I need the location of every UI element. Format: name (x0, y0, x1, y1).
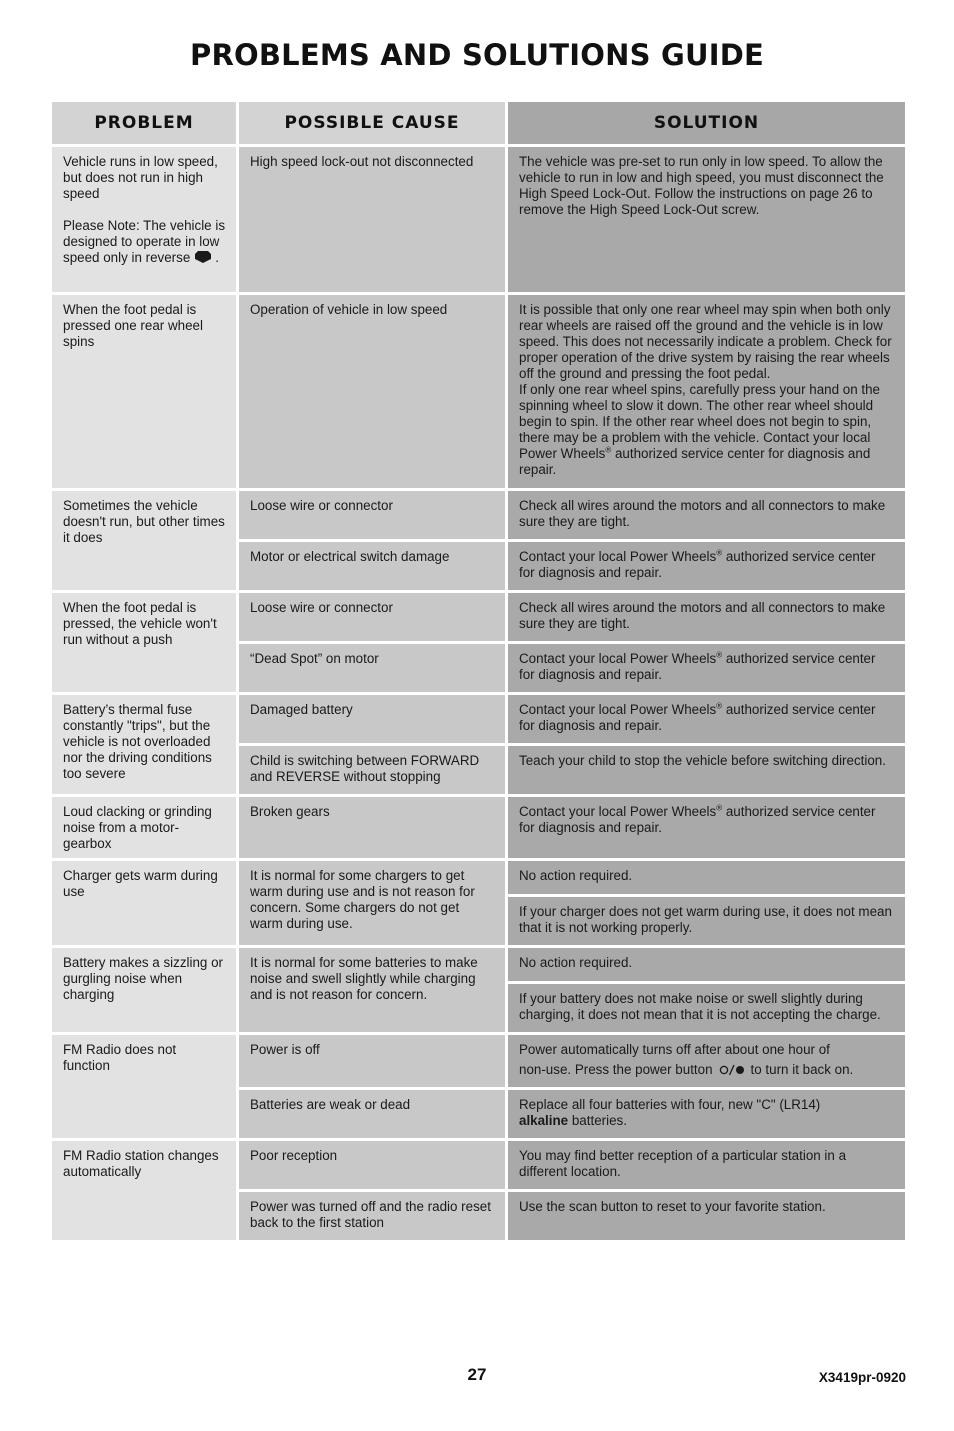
table-row (52, 861, 905, 894)
cause-cell: High speed lock-out not disconnected (239, 147, 505, 292)
document-code: X3419pr-0920 (818, 1370, 906, 1385)
cause-cell: Poor reception (239, 1141, 505, 1189)
table-row (52, 295, 905, 488)
cause-cell: Power is off (239, 1035, 505, 1087)
header-problem: PROBLEM (52, 102, 236, 144)
cause-cell: Broken gears (239, 797, 505, 858)
problem-cell: Charger gets warm during use (52, 861, 236, 945)
solution-cell: Check all wires around the motors and all connectors to make sure they are tight. (508, 593, 905, 641)
registered-mark: ® (716, 701, 723, 711)
cause-cell: Loose wire or connector (239, 593, 505, 641)
problem-cell: Loud clacking or grinding noise from a motor-gearbox (52, 797, 236, 858)
table-row (52, 695, 905, 743)
table-row (52, 948, 905, 981)
solution-cell: Teach your child to stop the vehicle before switching direction. (508, 746, 905, 794)
cause-cell: Operation of vehicle in low speed (239, 295, 505, 488)
problem-cell: Battery’s thermal fuse constantly "trips", but the vehicle is not overloaded nor the driving conditions too severe (52, 695, 236, 794)
problem-cell (52, 147, 236, 292)
table-row (52, 593, 905, 641)
solution-cell: Contact your local Power Wheels® authorized service center for diagnosis and repair. (508, 644, 905, 692)
table-row (52, 1035, 905, 1087)
solution-cell: Contact your local Power Wheels® authorized service center for diagnosis and repair. (508, 797, 905, 858)
table-row (52, 1141, 905, 1189)
solution-cell: Contact your local Power Wheels® authorized service center for diagnosis and repair. (508, 695, 905, 743)
problem-text: Vehicle runs in low speed, but does not run in high speed (63, 154, 218, 201)
cause-cell: Loose wire or connector (239, 491, 505, 539)
table-row (52, 491, 905, 539)
power-button-icon (719, 1064, 745, 1080)
registered-mark: ® (716, 650, 723, 660)
problem-cell: When the foot pedal is pressed, the vehicle won't run without a push (52, 593, 236, 692)
problem-cell: FM Radio does not function (52, 1035, 236, 1138)
problem-cell: Sometimes the vehicle doesn't run, but other times it does (52, 491, 236, 590)
problem-cell: FM Radio station changes automatically (52, 1141, 236, 1240)
solution-cell: Use the scan button to reset to your favorite station. (508, 1192, 905, 1240)
solution-cell: Replace all four batteries with four, new "C" (LR14) alkaline batteries. (508, 1090, 905, 1138)
solution-cell: The vehicle was pre-set to run only in low speed. To allow the vehicle to run in low and high speed, you must disconnect the High Speed Lock-Out. Follow the instructions on page 26 to remove the High Speed Lock-Out screw. (508, 147, 905, 292)
solution-cell: If your charger does not get warm during use, it does not mean that it is not working properly. (508, 897, 905, 945)
header-solution: SOLUTION (508, 102, 905, 144)
header-possible-cause: POSSIBLE CAUSE (239, 102, 505, 144)
problem-note: Please Note: The vehicle is designed to operate in low speed only in reverse . (63, 218, 226, 268)
cause-cell: Batteries are weak or dead (239, 1090, 505, 1138)
cause-cell: Damaged battery (239, 695, 505, 743)
table-row (52, 797, 905, 858)
reverse-pedal-icon (194, 250, 212, 268)
cause-cell: It is normal for some chargers to get warm during use and is not reason for concern. Some chargers do not get warm during use. (239, 861, 505, 945)
registered-mark: ® (605, 445, 612, 455)
problem-cell: Battery makes a sizzling or gurgling noise when charging (52, 948, 236, 1032)
solution-cell: Power automatically turns off after about one hour of non-use. Press the power button to turn it back on. (508, 1035, 905, 1087)
cause-cell: “Dead Spot” on motor (239, 644, 505, 692)
problem-cell: When the foot pedal is pressed one rear wheel spins (52, 295, 236, 488)
solution-cell: No action required. (508, 948, 905, 981)
problems-solutions-table (49, 99, 908, 1243)
cause-cell: It is normal for some batteries to make noise and swell slightly while charging and is not reason for concern. (239, 948, 505, 1032)
solution-cell: Contact your local Power Wheels® authorized service center for diagnosis and repair. (508, 542, 905, 590)
cause-cell: Power was turned off and the radio reset back to the first station (239, 1192, 505, 1240)
registered-mark: ® (716, 803, 723, 813)
cause-cell: Child is switching between FORWARD and REVERSE without stopping (239, 746, 505, 794)
page-number: 27 (467, 1365, 487, 1384)
table-row (52, 147, 905, 292)
header-row (52, 102, 905, 144)
cause-cell: Motor or electrical switch damage (239, 542, 505, 590)
solution-cell: You may find better reception of a particular station in a different location. (508, 1141, 905, 1189)
solution-cell: Check all wires around the motors and all connectors to make sure they are tight. (508, 491, 905, 539)
solution-cell: It is possible that only one rear wheel may spin when both only rear wheels are raised off the ground and the vehicle is in low speed. This does not necessarily indicate a problem. Check for proper operation of the drive system by raising the rear wheels off the ground and pressing the foot pedal. If only one rear wheel spins, carefully press your hand on the spinning wheel to slow it down. The other rear wheel should begin to spin. If the other rear wheel does not begin to spin, there may be a problem with the vehicle. Contact your local Power Wheels® authorized service center for diagnosis and repair. (508, 295, 905, 488)
solution-cell: No action required. (508, 861, 905, 894)
registered-mark: ® (716, 548, 723, 558)
page-title: PROBLEMS AND SOLUTIONS GUIDE (190, 38, 764, 72)
solution-cell: If your battery does not make noise or swell slightly during charging, it does not mean that it is not accepting the charge. (508, 984, 905, 1032)
